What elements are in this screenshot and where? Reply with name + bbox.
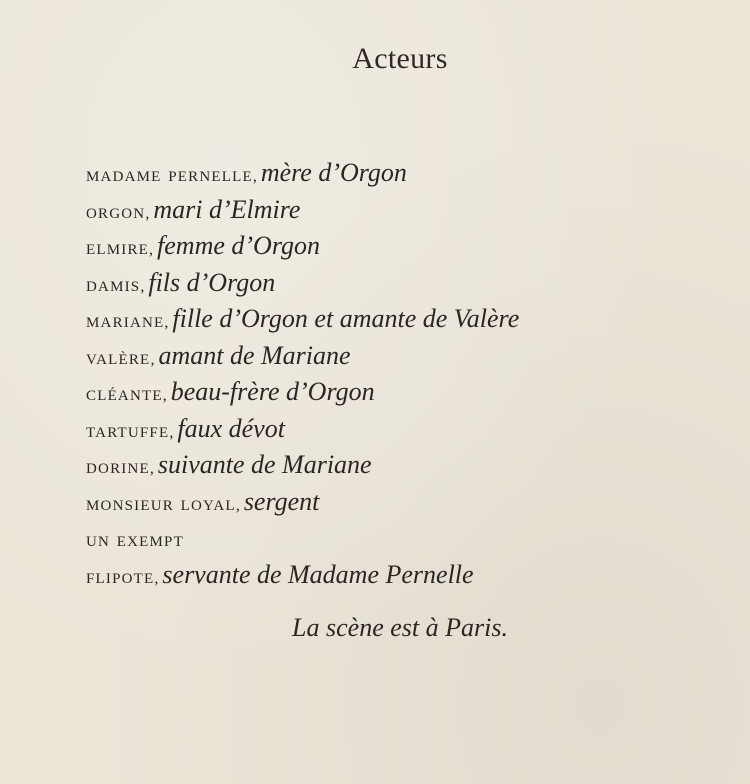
separator: , <box>140 277 149 295</box>
cast-list-item <box>86 155 519 192</box>
separator: , <box>149 460 158 477</box>
character-role: suivante de Mariane <box>157 450 372 479</box>
character-name: elmire <box>86 234 150 259</box>
cast-list-item <box>86 411 519 448</box>
scene-location-note: La scène est à Paris. <box>292 613 508 642</box>
cast-list-item <box>86 192 519 229</box>
character-role: fils d’Orgon <box>148 267 276 297</box>
cast-list <box>86 155 519 593</box>
cast-list-item <box>86 557 519 594</box>
cast-list-item <box>86 301 519 338</box>
separator: , <box>162 387 171 404</box>
character-role: femme d’Orgon <box>157 231 320 260</box>
page-title: Acteurs <box>352 42 448 75</box>
cast-list-item <box>86 374 519 411</box>
character-role: servante de Madame Pernelle <box>162 559 474 589</box>
character-name: monsieur loyal <box>86 489 236 515</box>
character-role: amant de Mariane <box>158 340 351 370</box>
character-name: un exempt <box>86 526 184 551</box>
character-name: mariane <box>86 307 165 332</box>
character-role: fille d’Orgon et amante de Valère <box>172 304 520 333</box>
separator: , <box>154 569 163 587</box>
character-role: mari d’Elmire <box>153 194 301 224</box>
character-name: flipote <box>86 562 155 588</box>
separator: , <box>149 241 158 258</box>
character-name: orgon <box>86 197 146 223</box>
cast-list-item <box>86 265 519 302</box>
cast-list-item <box>86 447 519 484</box>
separator: , <box>164 314 173 331</box>
character-role: beau-frère d’Orgon <box>170 377 375 406</box>
character-name: valère <box>86 343 151 369</box>
character-role: mère d’Orgon <box>260 158 407 187</box>
cast-list-item <box>86 484 519 521</box>
separator: , <box>235 496 244 514</box>
character-name: dorine <box>86 453 150 478</box>
character-name: tartuffe <box>86 416 170 442</box>
separator: , <box>150 350 159 368</box>
character-role: sergent <box>243 486 320 516</box>
cast-list-item <box>86 228 519 265</box>
character-name: cléante <box>86 380 163 405</box>
cast-list-item <box>86 338 519 375</box>
separator: , <box>145 204 154 222</box>
separator: , <box>169 423 178 441</box>
character-name: madame pernelle <box>86 161 253 186</box>
character-role: faux dévot <box>177 413 285 443</box>
separator: , <box>252 168 261 185</box>
cast-list-item <box>86 520 519 557</box>
character-name: damis <box>86 270 141 296</box>
